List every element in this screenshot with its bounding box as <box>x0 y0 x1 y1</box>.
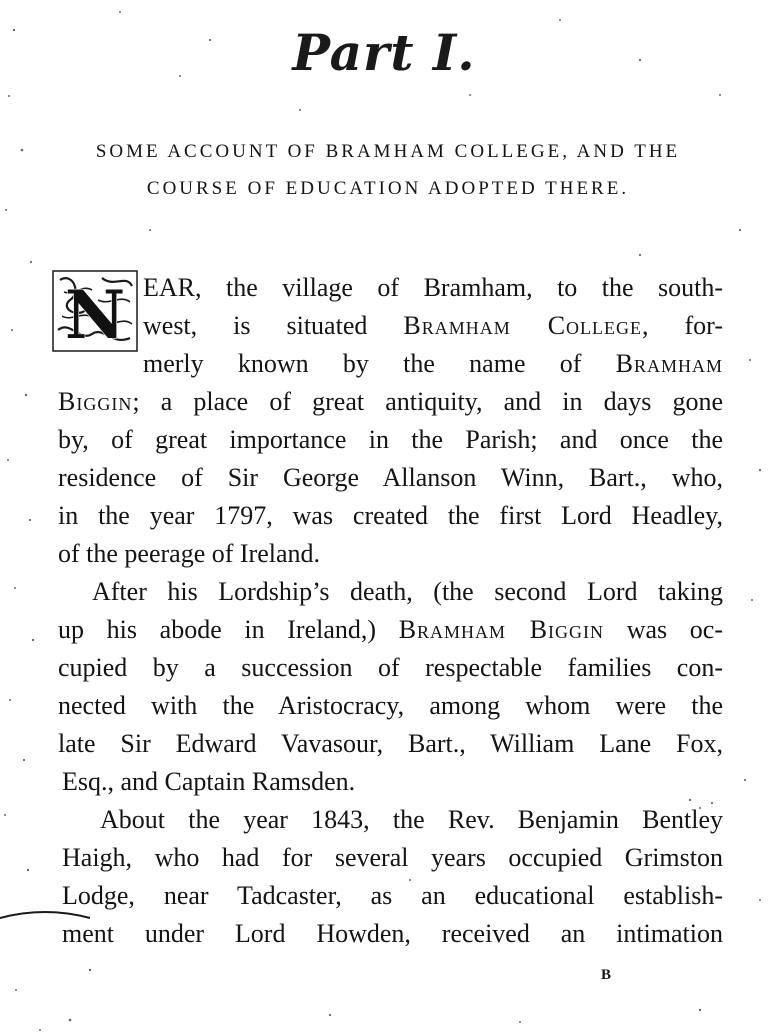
text-line-17 <box>62 879 723 913</box>
text-line-15 <box>100 803 723 837</box>
text-line-17-content: Lodge, near Tadcaster, as an educational establish- <box>62 881 723 910</box>
text-line-16 <box>62 841 723 875</box>
text-line-5 <box>58 423 723 457</box>
text-line-9 <box>92 575 723 609</box>
text-line-4 <box>58 385 723 419</box>
text-line-11-content: cupied by a succession of respectable families con- <box>58 653 723 682</box>
text-line-12-content: nected with the Aristocracy, among whom were the <box>58 691 723 720</box>
text-line-6 <box>58 461 723 495</box>
part-title: Part I. <box>292 23 476 82</box>
text-line-9-content: After his Lordship’s death, (the second Lord taking <box>92 577 723 606</box>
text-line-5-content: by, of great importance in the Parish; and once the <box>58 425 723 454</box>
text-line-13-content: late Sir Edward Vavasour, Bart., William Lane Fox, <box>58 729 723 758</box>
text-line-4-part-b: ; a place of great antiquity, and in days gone <box>132 387 723 416</box>
text-line-7-content: in the year 1797, was created the first Lord Headley, <box>58 501 723 530</box>
text-line-10-part-c: was oc- <box>604 615 723 644</box>
section-heading-line-1: SOME ACCOUNT OF BRAMHAM COLLEGE, AND THE <box>95 141 681 162</box>
text-line-14-content: Esq., and Captain Ramsden. <box>62 767 356 796</box>
text-line-3-part-a: merly known by the name of <box>143 349 616 378</box>
margin-pen-stroke <box>0 880 120 940</box>
text-line-11 <box>58 651 723 685</box>
text-line-2-part-a: west, is situated <box>143 311 404 340</box>
text-line-13 <box>58 727 723 761</box>
text-line-10-part-a: up his abode in Ireland,) <box>58 615 399 644</box>
signature-mark: B <box>601 967 612 983</box>
text-line-12 <box>58 689 723 723</box>
text-line-1 <box>143 271 723 305</box>
text-line-2-smallcaps: Bramham College <box>403 311 643 340</box>
text-line-10-smallcaps: Bramham Biggin <box>398 615 605 644</box>
text-line-15-content: About the year 1843, the Rev. Benjamin Bentley <box>100 805 723 834</box>
text-line-8-content: of the peerage of Ireland. <box>58 539 321 568</box>
text-line-16-content: Haigh, who had for several years occupied Grimston <box>62 843 723 872</box>
text-line-2 <box>143 309 723 343</box>
text-line-14 <box>62 765 355 799</box>
dropcap-letter: N <box>64 276 126 352</box>
text-line-8 <box>58 537 320 571</box>
text-line-18 <box>62 917 723 951</box>
text-line-6-content: residence of Sir George Allanson Winn, Bart., who, <box>58 463 723 492</box>
text-line-4-smallcaps: Biggin <box>58 387 133 416</box>
text-line-10 <box>58 613 723 647</box>
text-line-3-smallcaps: Bramham <box>615 349 723 378</box>
ornamental-drop-cap <box>52 270 138 352</box>
text-line-2-part-c: , for- <box>642 311 723 340</box>
text-line-1-content: EAR, the village of Bramham, to the south- <box>143 273 723 302</box>
text-line-7 <box>58 499 723 533</box>
text-line-3 <box>143 347 723 381</box>
text-line-18-content: ment under Lord Howden, received an intimation <box>62 919 723 948</box>
section-heading-line-2: COURSE OF EDUCATION ADOPTED THERE. <box>146 178 630 199</box>
